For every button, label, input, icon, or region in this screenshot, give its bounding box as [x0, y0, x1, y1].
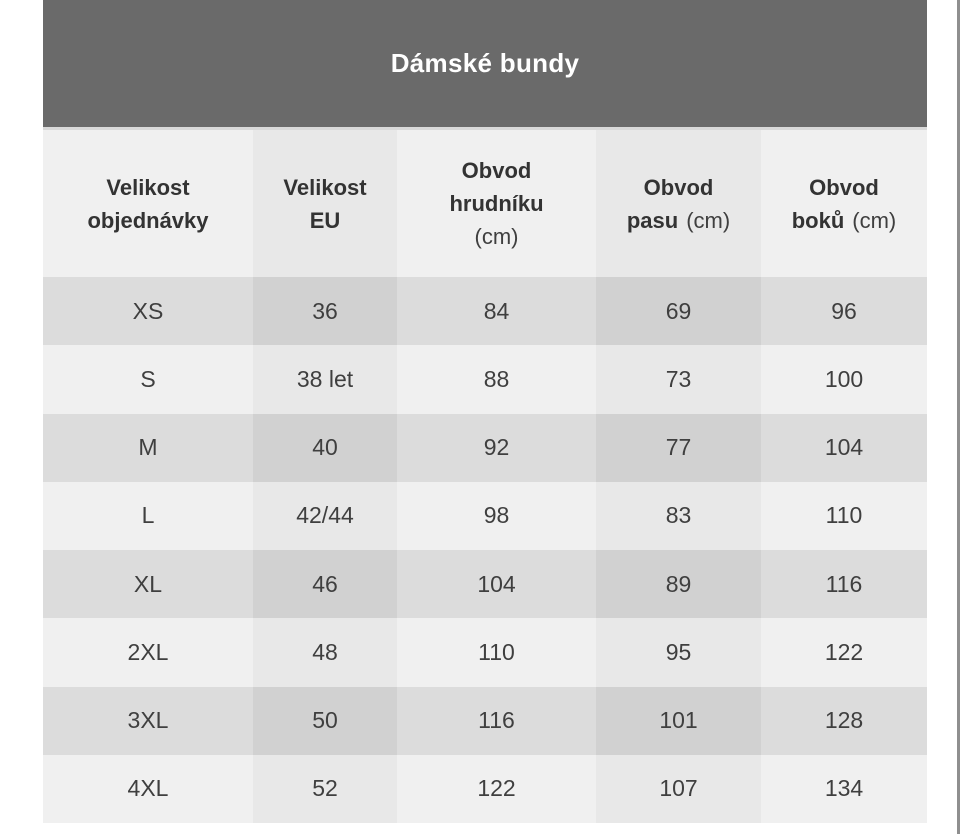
cell-size: 4XL	[43, 755, 253, 823]
scrollbar[interactable]	[957, 0, 960, 834]
header-cell-waist	[596, 130, 761, 277]
cell-hips: 122	[761, 618, 927, 686]
header-word: boků	[791, 207, 845, 233]
header-line	[792, 204, 897, 237]
size-chart-table	[43, 0, 927, 823]
header-unit: (cm)	[686, 207, 731, 233]
header-unit: (cm)	[852, 207, 897, 233]
cell-hips: 116	[761, 550, 927, 618]
cell-hips: 104	[761, 414, 927, 482]
table-row	[43, 345, 927, 413]
table-row	[43, 687, 927, 755]
cell-size: L	[43, 482, 253, 550]
table-row	[43, 414, 927, 482]
cell-eu: 48	[253, 618, 397, 686]
cell-waist: 95	[596, 618, 761, 686]
table-row	[43, 482, 927, 550]
cell-chest: 88	[397, 345, 596, 413]
table-title-band	[43, 0, 927, 127]
header-line: hrudníku	[449, 191, 544, 216]
header-line: objednávky	[87, 207, 209, 233]
header-line: Velikost	[283, 174, 367, 200]
cell-hips: 128	[761, 687, 927, 755]
header-cell-hips	[761, 130, 927, 277]
cell-chest: 98	[397, 482, 596, 550]
cell-size: M	[43, 414, 253, 482]
header-line: Obvod	[461, 158, 532, 183]
table-row	[43, 277, 927, 345]
cell-eu: 36	[253, 277, 397, 345]
cell-chest: 104	[397, 550, 596, 618]
cell-size: 3XL	[43, 687, 253, 755]
cell-size: XS	[43, 277, 253, 345]
cell-waist: 101	[596, 687, 761, 755]
cell-waist: 77	[596, 414, 761, 482]
table-header-row	[43, 130, 927, 277]
table-row	[43, 755, 927, 823]
cell-eu: 46	[253, 550, 397, 618]
header-line: Velikost	[106, 174, 190, 200]
cell-eu: 50	[253, 687, 397, 755]
header-line: Obvod	[643, 174, 714, 200]
cell-chest: 84	[397, 277, 596, 345]
cell-waist: 89	[596, 550, 761, 618]
cell-hips: 96	[761, 277, 927, 345]
header-line	[627, 204, 730, 237]
cell-hips: 100	[761, 345, 927, 413]
header-word: pasu	[626, 207, 679, 233]
table-row	[43, 550, 927, 618]
cell-waist: 73	[596, 345, 761, 413]
header-line: Obvod	[809, 174, 879, 200]
cell-chest: 92	[397, 414, 596, 482]
cell-size: S	[43, 345, 253, 413]
cell-size: 2XL	[43, 618, 253, 686]
cell-chest: 110	[397, 618, 596, 686]
header-line: EU	[309, 207, 341, 233]
cell-size: XL	[43, 550, 253, 618]
cell-chest: 116	[397, 687, 596, 755]
cell-hips: 110	[761, 482, 927, 550]
header-cell-eu-size	[253, 130, 397, 277]
table-row	[43, 618, 927, 686]
header-unit: (cm)	[474, 224, 519, 249]
cell-waist: 83	[596, 482, 761, 550]
cell-waist: 107	[596, 755, 761, 823]
table-title: Dámské bundy	[390, 48, 580, 78]
cell-chest: 122	[397, 755, 596, 823]
header-cell-order-size	[43, 130, 253, 277]
cell-hips: 134	[761, 755, 927, 823]
cell-waist: 69	[596, 277, 761, 345]
cell-eu: 52	[253, 755, 397, 823]
cell-eu: 42/44	[253, 482, 397, 550]
cell-eu: 38 let	[253, 345, 397, 413]
header-cell-chest	[397, 130, 596, 277]
cell-eu: 40	[253, 414, 397, 482]
